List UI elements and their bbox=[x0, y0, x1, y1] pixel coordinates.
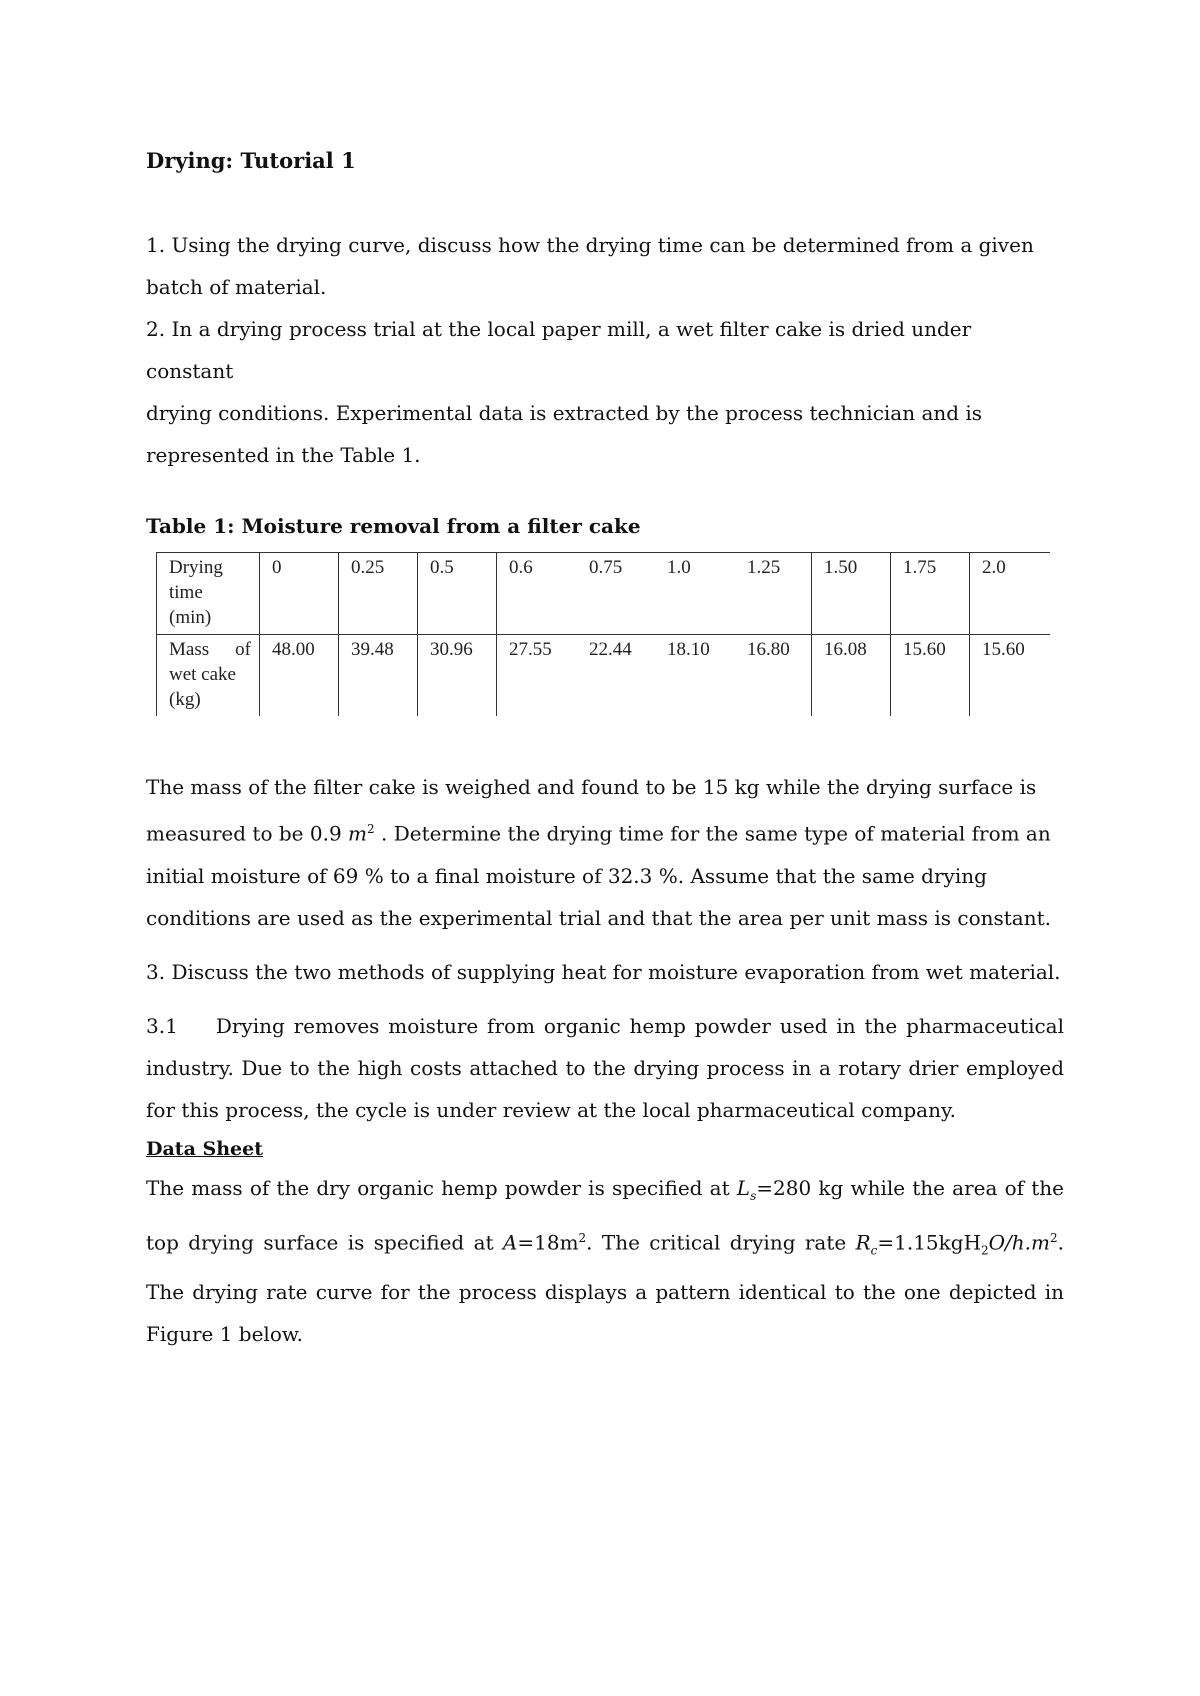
moisture-table bbox=[156, 552, 1050, 716]
question-1-line-1: 1. Using the drying curve, discuss how the drying time can be determined from a given bbox=[146, 233, 1034, 257]
time-cell: 0.25 bbox=[339, 553, 418, 635]
mass-cell: 16.80 bbox=[735, 635, 812, 717]
time-cell: 1.50 bbox=[812, 553, 891, 635]
data-sheet-heading: Data Sheet bbox=[146, 1137, 263, 1160]
mass-cell: 48.00 bbox=[260, 635, 339, 717]
question-2-line-2: drying conditions. Experimental data is extracted by the process technician and is bbox=[146, 401, 983, 425]
table-row-drying-time bbox=[157, 553, 1051, 635]
question-3-1: 3.1 Drying removes moisture from organic hemp powder used in the pharmaceutical industry. Due to the high costs attached to the drying process in a rotary drier employed for this process, the cycle is under review at the local pharmaceutical company. bbox=[146, 1013, 1064, 1122]
time-cell: 0.75 bbox=[577, 553, 655, 635]
question-3: 3. Discuss the two methods of supplying heat for moisture evaporation from wet material. bbox=[146, 959, 1061, 984]
mass-cell: 39.48 bbox=[339, 635, 418, 717]
time-cell: 0 bbox=[260, 553, 339, 635]
time-cell: 2.0 bbox=[970, 553, 1051, 635]
time-cell: 1.25 bbox=[735, 553, 812, 635]
after-table-line-4: conditions are used as the experimental trial and that the area per unit mass is constant. bbox=[146, 905, 1051, 930]
time-cell: 1.75 bbox=[891, 553, 970, 635]
table-title: Table 1: Moisture removal from a filter cake bbox=[146, 514, 641, 538]
time-cell: 0.6 bbox=[497, 553, 578, 635]
table-row-mass bbox=[157, 635, 1051, 717]
after-table-line-2: measured to be 0.9 $m^2$ . Determine the drying time for the same type of material from an bbox=[146, 821, 1051, 846]
mass-cell: 18.10 bbox=[655, 635, 735, 717]
mass-cell: 15.60 bbox=[891, 635, 970, 717]
mass-cell: 27.55 bbox=[497, 635, 578, 717]
document-page bbox=[146, 140, 1064, 1355]
after-table-line-3: initial moisture of 69 % to a final moisture of 32.3 %. Assume that the same drying bbox=[146, 863, 987, 888]
row-header-drying-time: Drying time (min) bbox=[157, 553, 260, 635]
question-2-line-1: 2. In a drying process trial at the local paper mill, a wet filter cake is dried under constant bbox=[146, 317, 972, 383]
page-title: Drying: Tutorial 1 bbox=[146, 148, 356, 173]
after-table-line-1: The mass of the filter cake is weighed and found to be 15 kg while the drying surface is bbox=[146, 775, 1037, 799]
question-2-line-3: represented in the Table 1. bbox=[146, 443, 421, 467]
data-sheet-paragraph: The mass of the dry organic hemp powder is specified at $L_s=280$ kg while the area of the top drying surface is specified at $A=18m^2$. The critical drying rate $R_c=1.15kgH_2O/h.m^2$. The drying rate curve for the process displays a pattern identical to the one depicted in Figure 1 below. bbox=[146, 1175, 1064, 1347]
mass-cell: 22.44 bbox=[577, 635, 655, 717]
mass-cell: 30.96 bbox=[418, 635, 497, 717]
time-cell: 1.0 bbox=[655, 553, 735, 635]
mass-cell: 16.08 bbox=[812, 635, 891, 717]
row-header-mass: Mass of wet cake (kg) bbox=[157, 635, 260, 717]
question-1-line-2: batch of material. bbox=[146, 275, 327, 299]
time-cell: 0.5 bbox=[418, 553, 497, 635]
mass-cell: 15.60 bbox=[970, 635, 1051, 717]
